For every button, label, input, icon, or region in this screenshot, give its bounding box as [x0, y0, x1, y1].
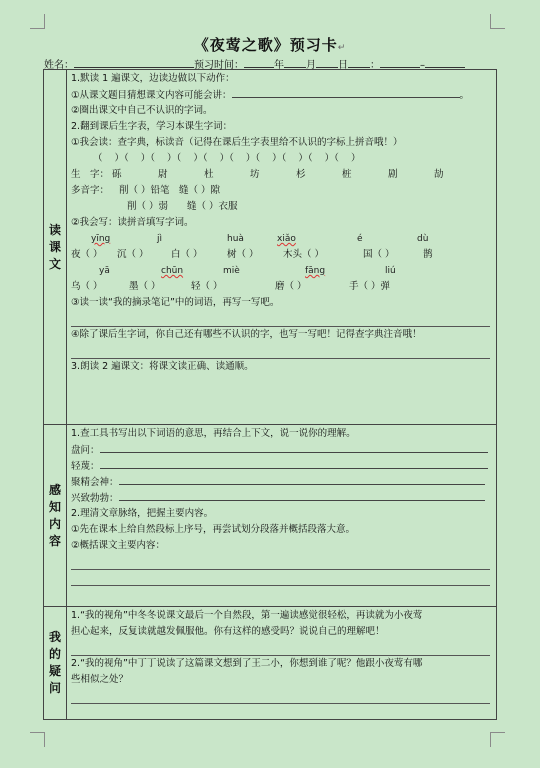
- paragraph-mark: ↵: [337, 43, 347, 53]
- summary-answer-line-1[interactable]: [71, 554, 490, 570]
- crop-mark-top-right: [490, 14, 505, 29]
- doubt-q1-line2: 担心起来，反复读就越发佩服他。你有这样的感受吗？说说自己的理解吧！: [71, 626, 385, 637]
- read-q3: 3.朗读 2 遍课文：将课文读正确、读通顺。: [71, 361, 254, 372]
- colon-label: ：: [370, 60, 380, 71]
- feel-q2: 2.理清文章脉络，把握主要内容。: [71, 508, 214, 519]
- section-feel: [44, 425, 497, 607]
- pinyin-row-1: yīng jì huà xiǎo é dù: [91, 234, 429, 244]
- char-item: 坊: [250, 169, 260, 180]
- char-item: 桩: [342, 169, 352, 180]
- read-q2d: ④除了课后生字词，你自己还有哪些不认识的字，也写一写吧！记得查字典注音哦！: [71, 329, 422, 340]
- word-row-2: 乌（ ） 墨（ ） 轻（ ） 磨（ ） 手（ ）弹: [71, 281, 391, 292]
- name-label: 姓名：: [44, 60, 74, 71]
- feel-q2a: ①先在课本上给自然段标上序号，再尝试划分段落并概括段落大意。: [71, 524, 356, 535]
- word-meaning-4: 兴致勃勃：: [71, 490, 496, 506]
- poly-row-2: 削（ ）弱 缝（ ）衣服: [127, 201, 238, 212]
- read-q2c: ③读一读“我的摘录笔记”中的词语，再写一写吧。: [71, 297, 280, 308]
- unknown-words-answer-line[interactable]: [71, 343, 490, 359]
- doubt-q2-line1: 2.“我的视角”中丁丁说读了这篇课文想到了王二小，你想到谁了呢？他跟小夜莺有哪: [71, 658, 423, 669]
- pinyin-paren-row: （ ）（ ）（ ）（ ）（ ）（ ）（ ）（ ）（ ）（ ）: [93, 153, 361, 164]
- read-q2a: ①我会读：查字典，标读音（记得在课后生字表里给不认识的字标上拼音哦！）: [71, 137, 403, 148]
- char-item: 砾: [112, 169, 122, 180]
- hour-blank[interactable]: [348, 58, 370, 68]
- info-line: 姓名： 预习时间： 年 月 日 ： –: [44, 56, 496, 71]
- name-blank[interactable]: [74, 58, 194, 68]
- section-label-feel: 感 知 内 容: [44, 425, 67, 607]
- preview-card-table: [43, 69, 497, 720]
- feel-q2b: ②概括课文主要内容：: [71, 540, 166, 551]
- char-item: 杉: [296, 169, 306, 180]
- char-item: 劼: [434, 169, 444, 180]
- section-read: [44, 70, 497, 425]
- doubt-q1-line1: 1.“我的视角”中冬冬说课文最后一个自然段，第一遍读感觉很轻松，再读就为小夜莺: [71, 610, 423, 621]
- doubt-answer-line-1[interactable]: [71, 640, 490, 656]
- word-meaning-3: 聚精会神：: [71, 474, 496, 490]
- summary-answer-line-2[interactable]: [71, 570, 490, 586]
- crop-mark-bottom-right: [490, 732, 505, 747]
- word-meaning-1: 盘问：: [71, 442, 496, 458]
- section-doubt-content: [67, 607, 497, 720]
- read-q1a: ①从课文题目猜想课文内容可能会讲： 。: [71, 87, 496, 103]
- char-item: 杜: [204, 169, 214, 180]
- day-label: 日: [338, 60, 348, 71]
- meaning-blank[interactable]: [119, 490, 485, 501]
- meaning-blank[interactable]: [100, 442, 488, 453]
- crop-mark-bottom-left: [30, 732, 45, 747]
- end-time-blank[interactable]: [425, 58, 465, 68]
- meaning-blank[interactable]: [119, 474, 485, 485]
- start-time-blank[interactable]: [380, 58, 420, 68]
- pinyin-row-2: yā chūn miè fāng liú: [99, 266, 396, 276]
- word-meaning-2: 轻蔑：: [71, 458, 496, 474]
- section-label-read: 读 课 文: [44, 70, 67, 425]
- crop-mark-top-left: [30, 14, 45, 29]
- day-blank[interactable]: [316, 58, 338, 68]
- meaning-blank[interactable]: [100, 458, 488, 469]
- time-label: 预习时间：: [194, 60, 244, 71]
- doubt-answer-line-2[interactable]: [71, 688, 490, 704]
- section-doubt: [44, 607, 497, 720]
- section-read-content: [67, 70, 497, 425]
- doubt-q2-line2: 些相似之处？: [71, 674, 129, 685]
- word-row-1: 夜（ ） 沉（ ） 白（ ） 树（ ） 木头（ ） 国（ ） 鹊: [71, 249, 433, 260]
- read-q2: 2.翻到课后生字表，学习本课生字词：: [71, 121, 233, 132]
- feel-q1: 1.查工具书写出以下词语的意思，再结合上下文，说一说你的理解。: [71, 428, 356, 439]
- guess-answer-blank[interactable]: [232, 87, 460, 98]
- excerpt-answer-line[interactable]: [71, 311, 490, 327]
- read-q1b: ②圈出课文中自己不认识的字词。: [71, 105, 213, 116]
- section-label-doubt: 我 的 疑 问: [44, 607, 67, 720]
- page-title: 《夜莺之歌》预习卡↵: [193, 36, 347, 54]
- section-feel-content: [67, 425, 497, 607]
- poly-row-1: 多音字： 削（ ）铅笔 缝（ ）隙: [71, 185, 221, 196]
- month-blank[interactable]: [284, 58, 306, 68]
- month-label: 月: [306, 60, 316, 71]
- char-item: 剧: [388, 169, 398, 180]
- new-chars-row: 生 字： 砾 尉 杜 坊 杉 桩 剧 劼: [71, 167, 496, 183]
- year-blank[interactable]: [244, 58, 274, 68]
- read-q2b: ②我会写：读拼音填写字词。: [71, 217, 194, 228]
- char-item: 尉: [158, 169, 168, 180]
- year-label: 年: [274, 60, 284, 71]
- read-q1: 1.默读 1 遍课文，边读边做以下动作：: [71, 73, 235, 84]
